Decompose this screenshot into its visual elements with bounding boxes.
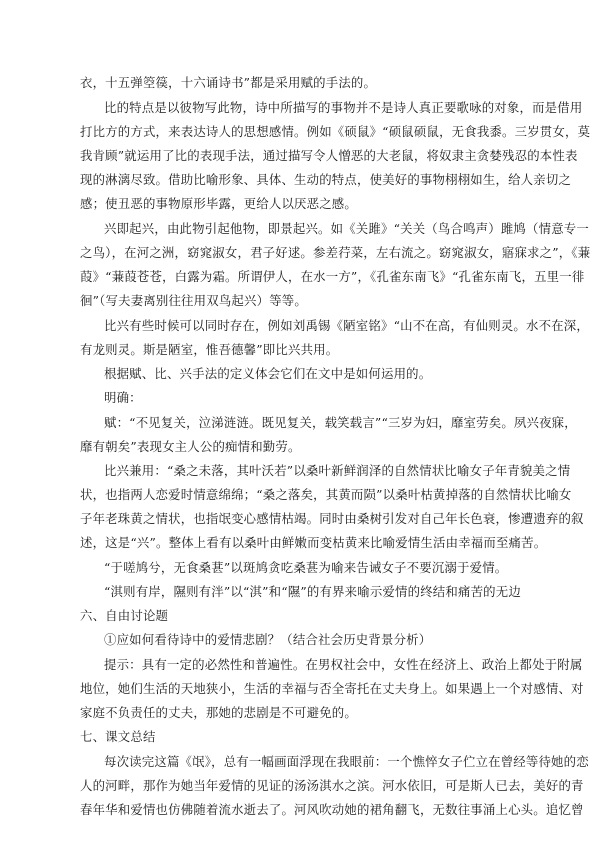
text-line: “淇则有岸，隰则有泮”以“淇”和“隰”的有界来喻示爱情的终结和痛苦的无边 — [104, 584, 521, 599]
text-line: 人的河畔，那作为她当年爱情的见证的汤汤淇水之滨。河水依旧，可是斯人已去，美好的青 — [80, 778, 584, 793]
text-line: 根据赋、比、兴手法的定义体会它们在文中是如何运用的。 — [104, 366, 432, 381]
text-line: 感；使丑恶的事物原形毕露，更给人以厌恶之感。 — [80, 196, 357, 211]
section-heading: 七、课文总结 — [80, 729, 156, 744]
text-line: 我肯顾”就运用了比的表现手法，通过描写令人憎恶的大老鼠，将奴隶主贪婪残忍的本性表 — [80, 148, 578, 163]
text-line: 徊”（写夫妻离别往往用双鸟起兴）等等。 — [80, 293, 307, 308]
text-line: 子年老珠黄之情状，也指氓变心感情枯竭。同时由桑树引发对自己年长色衰，惨遭遗弃的叙 — [80, 511, 584, 526]
text-line: 衣，十五弹箜篌，十六诵诗书”都是采用赋的手法的。 — [80, 75, 377, 90]
text-line: 兴即起兴，由此物引起他物，即景起兴。如《关雎》“关关（鸟合鸣声）雎鸠（情意专一 — [104, 221, 589, 236]
text-line: 比的特点是以彼物写此物，诗中所描写的事物并不是诗人真正要歌咏的对象，而是借用 — [104, 100, 583, 115]
text-line: 赋：“不见复关，泣涕涟涟。既见复关，载笑载言”“三岁为妇，靡室劳矣。夙兴夜寐， — [104, 415, 577, 430]
text-line: 明确： — [104, 390, 142, 405]
text-line: 靡有朝矣”表现女主人公的痴情和勤劳。 — [80, 439, 301, 454]
text-line: 状，也指两人恋爱时情意绵绵；“桑之落矣，其黄而陨”以桑叶枯黄掉落的自然情状比喻女 — [80, 487, 572, 502]
text-line: 地位，她们生活的天地狭小，生活的幸福与否全寄托在丈夫身上。如果遇上一个对感情、对 — [80, 681, 584, 696]
text-line: “于嗟鸠兮，无食桑葚”以斑鸠贪吃桑葚为喻来告诫女子不要沉溺于爱情。 — [104, 560, 508, 575]
text-line: 春年华和爱情也仿佛随着流水逝去了。河风吹动她的裙角翻飞，无数往事涌上心头。追忆曾 — [80, 802, 584, 817]
text-line: 有龙则灵。斯是陋室，惟吾德馨”即比兴共用。 — [80, 342, 339, 357]
text-line: 之鸟），在河之洲，窈窕淑女，君子好逑。参差荇菜，左右流之。窈窕淑女，寤寐求之”，《蒹 — [80, 245, 591, 260]
text-line: 述，这是“兴”。整体上看有以桑叶由鲜嫩而变枯黄来比喻爱情生活由幸福而至痛苦。 — [80, 535, 547, 550]
text-line: 提示：具有一定的必然性和普遍性。在男权社会中，女性在经济上、政治上都处于附属 — [104, 657, 583, 672]
text-line: 每次读完这篇《氓》，总有一幅画面浮现在我眼前：一个憔悴女子伫立在曾经等待她的恋 — [104, 754, 589, 769]
text-line: 比兴兼用：“桑之未落，其叶沃若”以桑叶新鲜润泽的自然情状比喻女子年青貌美之情 — [104, 463, 571, 478]
text-line: ①应如何看待诗中的爱情悲剧？（结合社会历史背景分析） — [104, 632, 432, 647]
text-line: 葭》“蒹葭苍苍，白露为霜。所谓伊人，在水一方”，《孔雀东南飞》“孔雀东南飞，五里一徘 — [80, 269, 585, 284]
text-line: 比兴有些时候可以同时存在，例如刘禹锡《陋室铭》“山不在高，有仙则灵。水不在深， — [104, 318, 589, 333]
text-line: 现的淋漓尽致。借助比喻形象、具体、生动的特点，使美好的事物栩栩如生，给人亲切之 — [80, 172, 572, 187]
text-line: 家庭不负责任的丈夫，那她的悲剧是不可避免的。 — [80, 705, 357, 720]
section-heading: 六、自由讨论题 — [80, 608, 169, 623]
text-line: 打比方的方式，来表达诗人的思想感情。例如《硕鼠》“硕鼠硕鼠，无食我黍。三岁贯女，莫 — [80, 124, 591, 139]
